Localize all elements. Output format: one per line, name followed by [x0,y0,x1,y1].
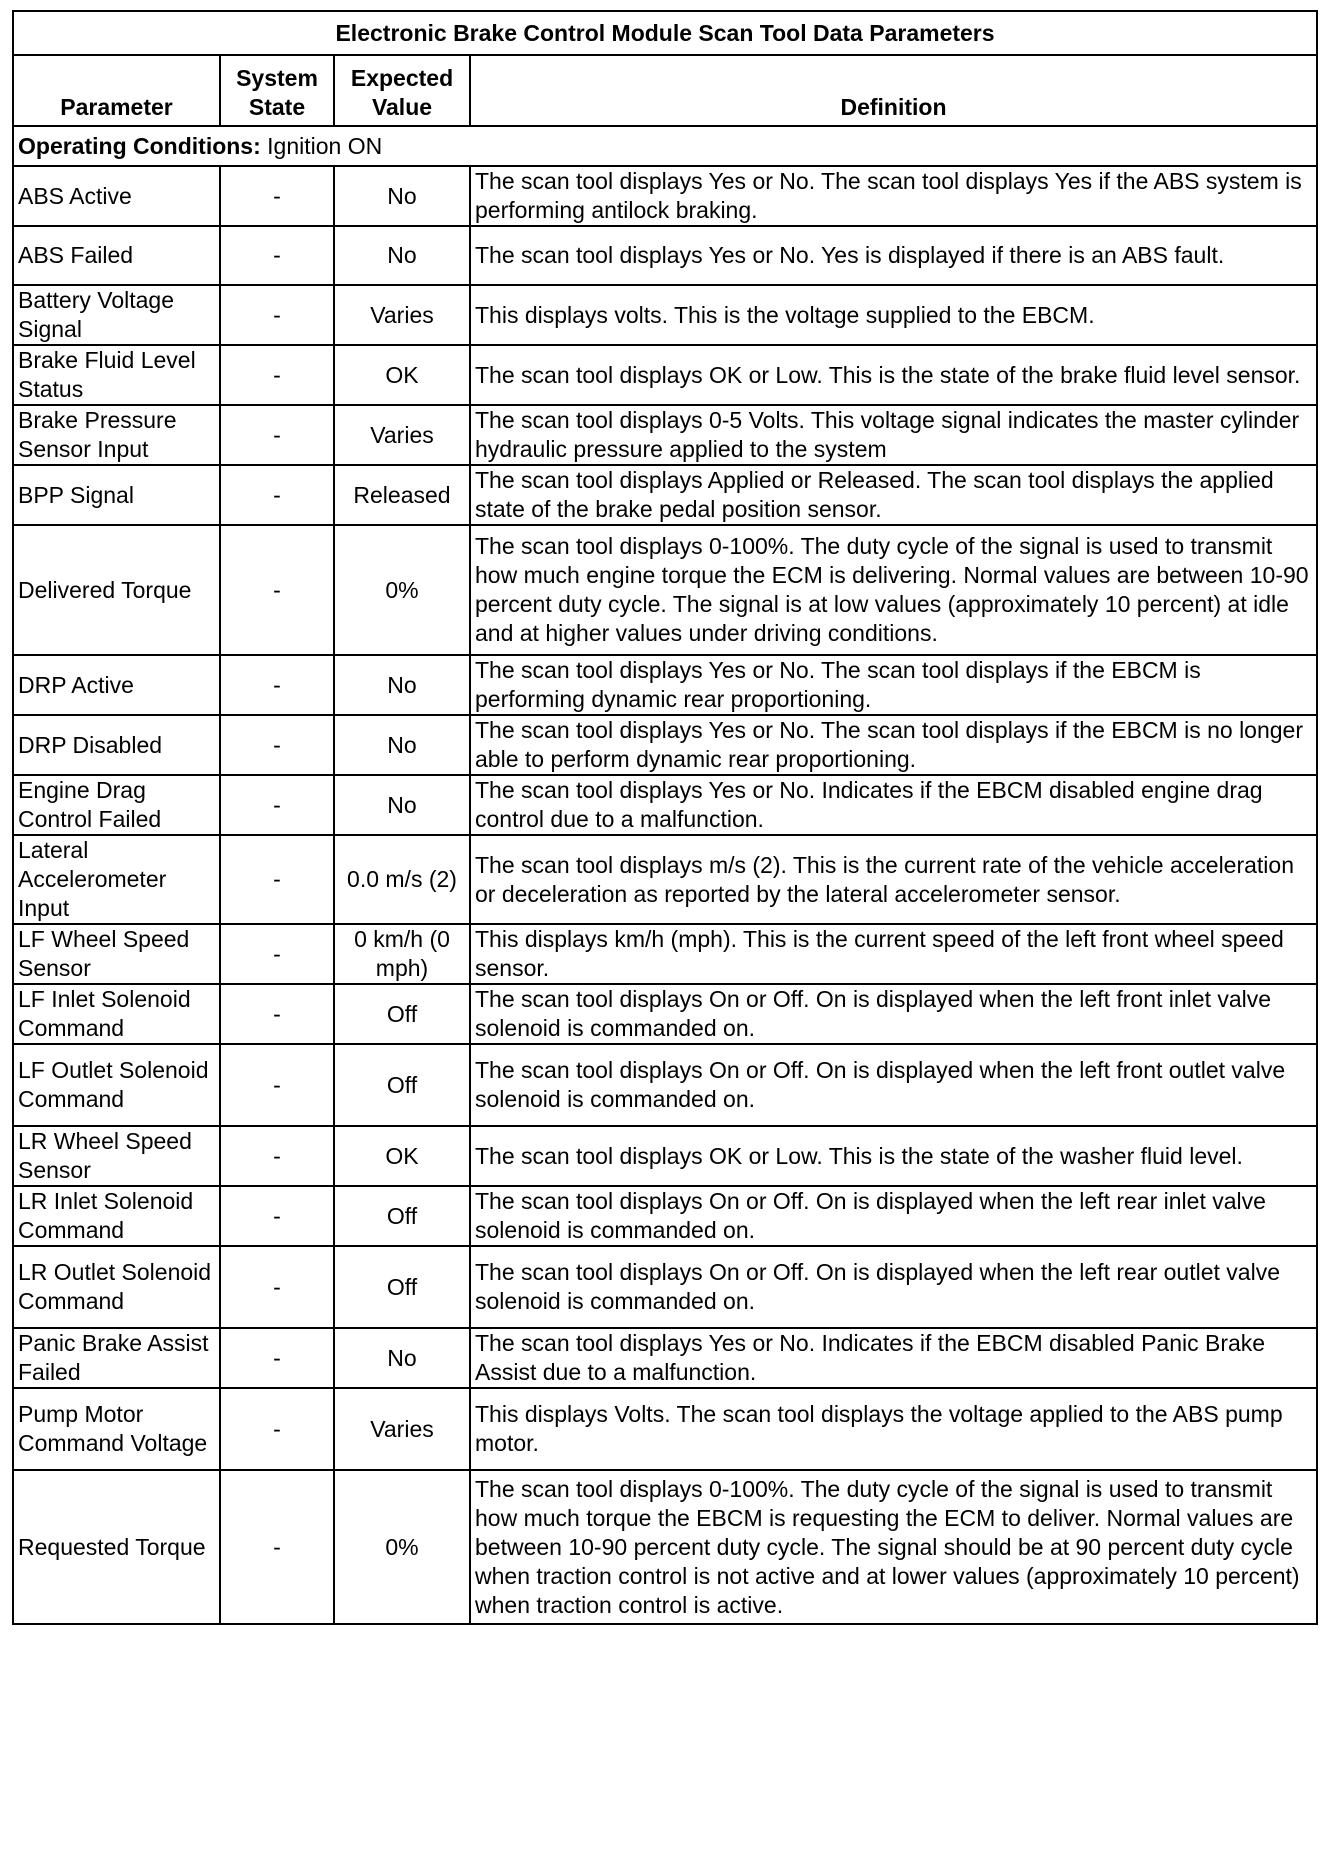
expected-value-cell: 0% [334,1470,470,1624]
operating-conditions [13,126,1317,166]
document [12,10,1318,1625]
system-state-cell: - [220,226,334,285]
table-row [13,1246,1317,1328]
parameter-cell: LF Wheel Speed Sensor [13,924,220,984]
parameter-cell: LF Outlet Solenoid Command [13,1044,220,1126]
parameter-cell: Battery Voltage Signal [13,285,220,345]
table-row [13,924,1317,984]
definition-cell: The scan tool displays 0-100%. The duty cycle of the signal is used to transmit how much torque the EBCM is requesting the ECM to deliver. Normal values are between 10-90 percent duty cycle. The signal should be at 90 percent duty cycle when traction control is not active and at lower values (approximately 10 percent) when traction control is active. [470,1470,1317,1624]
table-row [13,1388,1317,1470]
parameter-cell: LF Inlet Solenoid Command [13,984,220,1044]
table-row [13,525,1317,655]
table-row [13,1470,1317,1624]
expected-value-cell: 0% [334,525,470,655]
parameter-cell: Delivered Torque [13,525,220,655]
table-row [13,1186,1317,1246]
table-row [13,1044,1317,1126]
scan-tool-data-table [12,10,1318,1625]
expected-value-cell: Off [334,1186,470,1246]
expected-value-cell: OK [334,1126,470,1186]
system-state-cell: - [220,525,334,655]
expected-value-cell: No [334,1328,470,1388]
operating-conditions-value: Ignition ON [260,132,383,159]
definition-cell: The scan tool displays Yes or No. The scan tool displays if the EBCM is performing dynamic rear proportioning. [470,655,1317,715]
system-state-cell: - [220,405,334,465]
parameter-cell: Brake Fluid Level Status [13,345,220,405]
system-state-cell: - [220,465,334,525]
system-state-cell: - [220,1470,334,1624]
system-state-cell: - [220,924,334,984]
system-state-cell: - [220,984,334,1044]
system-state-cell: - [220,655,334,715]
parameter-cell: ABS Failed [13,226,220,285]
definition-cell: The scan tool displays Yes or No. Indicates if the EBCM disabled Panic Brake Assist due to a malfunction. [470,1328,1317,1388]
parameter-cell: Engine Drag Control Failed [13,775,220,835]
system-state-cell: - [220,1044,334,1126]
parameter-cell: DRP Disabled [13,715,220,775]
system-state-cell: - [220,1186,334,1246]
header-expected-value: Expected Value [334,55,470,126]
expected-value-cell: No [334,655,470,715]
expected-value-cell: Varies [334,405,470,465]
expected-value-cell: Released [334,465,470,525]
expected-value-cell: 0 km/h (0 mph) [334,924,470,984]
header-definition: Definition [470,55,1317,126]
table-row [13,465,1317,525]
table-title: Electronic Brake Control Module Scan Tool Data Parameters [13,11,1317,55]
definition-cell: The scan tool displays On or Off. On is displayed when the left rear outlet valve solenoid is commanded on. [470,1246,1317,1328]
table-row [13,405,1317,465]
expected-value-cell: No [334,715,470,775]
definition-cell: The scan tool displays Yes or No. Indicates if the EBCM disabled engine drag control due to a malfunction. [470,775,1317,835]
expected-value-cell: Off [334,1044,470,1126]
definition-cell: The scan tool displays Yes or No. The scan tool displays Yes if the ABS system is performing antilock braking. [470,166,1317,226]
system-state-cell: - [220,1388,334,1470]
expected-value-cell: Off [334,984,470,1044]
definition-cell: The scan tool displays On or Off. On is displayed when the left front outlet valve solenoid is commanded on. [470,1044,1317,1126]
table-row [13,715,1317,775]
parameter-cell: ABS Active [13,166,220,226]
system-state-cell: - [220,1328,334,1388]
definition-cell: The scan tool displays Yes or No. Yes is displayed if there is an ABS fault. [470,226,1317,285]
parameter-cell: LR Outlet Solenoid Command [13,1246,220,1328]
definition-cell: The scan tool displays On or Off. On is displayed when the left rear inlet valve solenoid is commanded on. [470,1186,1317,1246]
table-row [13,835,1317,924]
parameter-cell: DRP Active [13,655,220,715]
parameter-cell: LR Wheel Speed Sensor [13,1126,220,1186]
parameter-cell: BPP Signal [13,465,220,525]
system-state-cell: - [220,166,334,226]
expected-value-cell: Off [334,1246,470,1328]
operating-conditions-label: Operating Conditions: [18,132,261,159]
table-row [13,226,1317,285]
table-row [13,984,1317,1044]
parameter-cell: Brake Pressure Sensor Input [13,405,220,465]
parameter-cell: Panic Brake Assist Failed [13,1328,220,1388]
system-state-cell: - [220,345,334,405]
system-state-cell: - [220,715,334,775]
system-state-cell: - [220,775,334,835]
system-state-cell: - [220,835,334,924]
expected-value-cell: No [334,166,470,226]
table-row [13,1126,1317,1186]
definition-cell: This displays km/h (mph). This is the current speed of the left front wheel speed sensor. [470,924,1317,984]
definition-cell: The scan tool displays Yes or No. The scan tool displays if the EBCM is no longer able to perform dynamic rear proportioning. [470,715,1317,775]
definition-cell: The scan tool displays Applied or Released. The scan tool displays the applied state of the brake pedal position sensor. [470,465,1317,525]
table-row [13,775,1317,835]
parameter-cell: Pump Motor Command Voltage [13,1388,220,1470]
system-state-cell: - [220,1126,334,1186]
table-row [13,345,1317,405]
definition-cell: The scan tool displays OK or Low. This is the state of the brake fluid level sensor. [470,345,1317,405]
expected-value-cell: OK [334,345,470,405]
parameter-cell: Requested Torque [13,1470,220,1624]
table-row [13,285,1317,345]
expected-value-cell: No [334,226,470,285]
operating-conditions-row [13,126,1317,166]
table-row [13,1328,1317,1388]
system-state-cell: - [220,285,334,345]
expected-value-cell: Varies [334,1388,470,1470]
parameter-cell: Lateral Accelerometer Input [13,835,220,924]
header-system-state: System State [220,55,334,126]
definition-cell: The scan tool displays On or Off. On is displayed when the left front inlet valve solenoid is commanded on. [470,984,1317,1044]
table-row [13,166,1317,226]
parameter-cell: LR Inlet Solenoid Command [13,1186,220,1246]
header-parameter: Parameter [13,55,220,126]
table-row [13,655,1317,715]
definition-cell: This displays Volts. The scan tool displays the voltage applied to the ABS pump motor. [470,1388,1317,1470]
definition-cell: The scan tool displays 0-5 Volts. This voltage signal indicates the master cylinder hydraulic pressure applied to the system [470,405,1317,465]
expected-value-cell: No [334,775,470,835]
expected-value-cell: Varies [334,285,470,345]
definition-cell: This displays volts. This is the voltage supplied to the EBCM. [470,285,1317,345]
definition-cell: The scan tool displays 0-100%. The duty cycle of the signal is used to transmit how much engine torque the ECM is delivering. Normal values are between 10-90 percent duty cycle. The signal is at low values (approximately 10 percent) at idle and at higher values under driving conditions. [470,525,1317,655]
expected-value-cell: 0.0 m/s (2) [334,835,470,924]
definition-cell: The scan tool displays m/s (2). This is the current rate of the vehicle acceleration or deceleration as reported by the lateral accelerometer sensor. [470,835,1317,924]
definition-cell: The scan tool displays OK or Low. This is the state of the washer fluid level. [470,1126,1317,1186]
system-state-cell: - [220,1246,334,1328]
